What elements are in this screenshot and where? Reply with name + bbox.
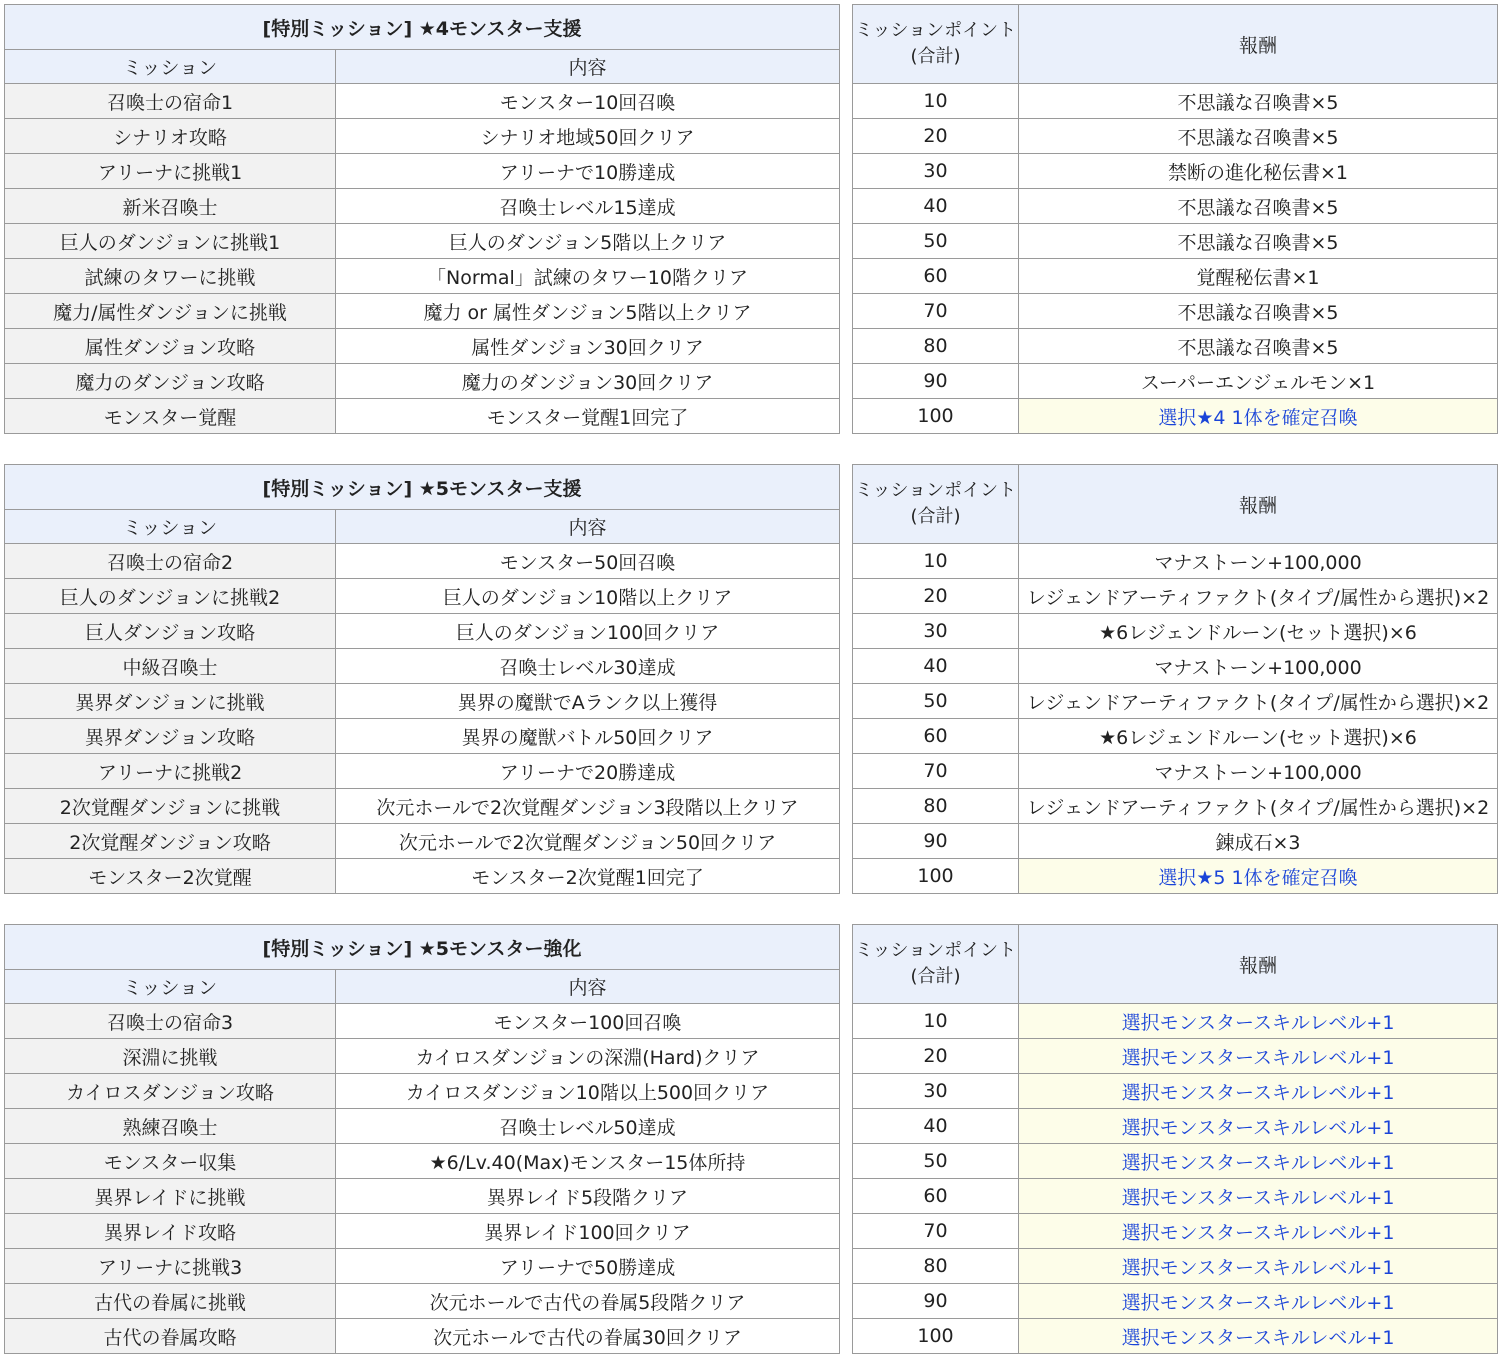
mission-content: 異界の魔獣でAランク以上獲得 <box>336 684 840 719</box>
table-row <box>853 259 1498 294</box>
table-row <box>853 544 1498 579</box>
reward-value: レジェンドアーティファクト(タイプ/属性から選択)×2 <box>1019 579 1498 614</box>
table-row <box>853 1249 1498 1284</box>
table-row <box>5 754 840 789</box>
mission-content: モンスター100回召喚 <box>336 1004 840 1039</box>
table-row <box>5 579 840 614</box>
table-row <box>853 1179 1498 1214</box>
mission-content: カイロスダンジョン10階以上500回クリア <box>336 1074 840 1109</box>
mission-name: 属性ダンジョン攻略 <box>5 329 336 364</box>
table-row <box>5 684 840 719</box>
column-header-content: 内容 <box>336 510 840 544</box>
mission-name: 異界ダンジョンに挑戦 <box>5 684 336 719</box>
mission-section <box>0 924 1500 1356</box>
points-header-line1: ミッションポイント <box>854 939 1017 961</box>
points-header-line2: (合計) <box>910 966 961 987</box>
column-header-reward: 報酬 <box>1019 465 1498 544</box>
reward-value: 選択モンスタースキルレベル+1 <box>1019 1319 1498 1354</box>
table-row <box>853 789 1498 824</box>
mission-content: アリーナで20勝達成 <box>336 754 840 789</box>
mission-name: シナリオ攻略 <box>5 119 336 154</box>
table-row <box>853 1074 1498 1109</box>
mission-content: 召喚士レベル15達成 <box>336 189 840 224</box>
table-row <box>853 399 1498 434</box>
reward-value: スーパーエンジェルモン×1 <box>1019 364 1498 399</box>
mission-name: 古代の眷属攻略 <box>5 1319 336 1354</box>
table-row <box>5 294 840 329</box>
mission-content: アリーナで10勝達成 <box>336 154 840 189</box>
table-row <box>5 329 840 364</box>
table-row <box>853 649 1498 684</box>
mission-points: 90 <box>853 824 1019 859</box>
table-row <box>5 364 840 399</box>
table-row <box>5 789 840 824</box>
mission-content: 魔力のダンジョン30回クリア <box>336 364 840 399</box>
table-row <box>853 154 1498 189</box>
mission-content: 次元ホールで2次覚醒ダンジョン3段階以上クリア <box>336 789 840 824</box>
mission-name: 巨人ダンジョン攻略 <box>5 614 336 649</box>
table-row <box>5 1249 840 1284</box>
column-header-mission: ミッション <box>5 970 336 1004</box>
mission-content: モンスター10回召喚 <box>336 84 840 119</box>
mission-content: モンスター50回召喚 <box>336 544 840 579</box>
mission-section <box>0 4 1500 436</box>
table-row <box>853 614 1498 649</box>
mission-content: ★6/Lv.40(Max)モンスター15体所持 <box>336 1144 840 1179</box>
reward-value: レジェンドアーティファクト(タイプ/属性から選択)×2 <box>1019 684 1498 719</box>
mission-points: 40 <box>853 649 1019 684</box>
reward-value: 選択モンスタースキルレベル+1 <box>1019 1074 1498 1109</box>
mission-content: 召喚士レベル50達成 <box>336 1109 840 1144</box>
reward-value: 選択モンスタースキルレベル+1 <box>1019 1144 1498 1179</box>
mission-points: 100 <box>853 1319 1019 1354</box>
mission-points: 70 <box>853 1214 1019 1249</box>
mission-name: 召喚士の宿命1 <box>5 84 336 119</box>
table-row <box>5 614 840 649</box>
column-header-mission: ミッション <box>5 510 336 544</box>
mission-content: アリーナで50勝達成 <box>336 1249 840 1284</box>
mission-content: 巨人のダンジョン100回クリア <box>336 614 840 649</box>
mission-content: 「Normal」試練のタワー10階クリア <box>336 259 840 294</box>
mission-content: カイロスダンジョンの深淵(Hard)クリア <box>336 1039 840 1074</box>
reward-value: 選択モンスタースキルレベル+1 <box>1019 1284 1498 1319</box>
mission-name: 深淵に挑戦 <box>5 1039 336 1074</box>
table-row <box>5 1179 840 1214</box>
reward-table <box>852 924 1498 1354</box>
mission-content: 次元ホールで古代の眷属5段階クリア <box>336 1284 840 1319</box>
mission-name: 試練のタワーに挑戦 <box>5 259 336 294</box>
section-title: [特別ミッション] ★4モンスター支援 <box>5 5 840 50</box>
column-header-points <box>853 465 1019 544</box>
table-row <box>853 1144 1498 1179</box>
table-row <box>853 1319 1498 1354</box>
table-row <box>853 189 1498 224</box>
reward-value: 覚醒秘伝書×1 <box>1019 259 1498 294</box>
mission-name: アリーナに挑戦2 <box>5 754 336 789</box>
mission-points: 20 <box>853 1039 1019 1074</box>
column-header-points <box>853 5 1019 84</box>
table-row <box>5 154 840 189</box>
reward-table <box>852 464 1498 894</box>
table-row <box>5 1039 840 1074</box>
table-row <box>5 1074 840 1109</box>
mission-name: 巨人のダンジョンに挑戦2 <box>5 579 336 614</box>
reward-value: レジェンドアーティファクト(タイプ/属性から選択)×2 <box>1019 789 1498 824</box>
points-header-line2: (合計) <box>910 506 961 527</box>
mission-points: 30 <box>853 154 1019 189</box>
column-header-mission: ミッション <box>5 50 336 84</box>
column-header-points <box>853 925 1019 1004</box>
mission-content: シナリオ地域50回クリア <box>336 119 840 154</box>
table-row <box>853 84 1498 119</box>
table-row <box>853 364 1498 399</box>
mission-name: 中級召喚士 <box>5 649 336 684</box>
section-title: [特別ミッション] ★5モンスター支援 <box>5 465 840 510</box>
table-row <box>853 1109 1498 1144</box>
points-header-line1: ミッションポイント <box>854 19 1017 41</box>
mission-content: 異界の魔獣バトル50回クリア <box>336 719 840 754</box>
mission-points: 50 <box>853 1144 1019 1179</box>
reward-value: 不思議な召喚書×5 <box>1019 84 1498 119</box>
mission-content: 巨人のダンジョン5階以上クリア <box>336 224 840 259</box>
mission-points: 70 <box>853 294 1019 329</box>
reward-value: 不思議な召喚書×5 <box>1019 329 1498 364</box>
table-row <box>5 649 840 684</box>
mission-name: 異界ダンジョン攻略 <box>5 719 336 754</box>
mission-content: 召喚士レベル30達成 <box>336 649 840 684</box>
mission-points: 90 <box>853 1284 1019 1319</box>
mission-section <box>0 464 1500 896</box>
table-row <box>5 1319 840 1354</box>
mission-points: 40 <box>853 189 1019 224</box>
reward-value: マナストーン+100,000 <box>1019 649 1498 684</box>
mission-name: アリーナに挑戦1 <box>5 154 336 189</box>
table-row <box>853 1284 1498 1319</box>
reward-value: 選択モンスタースキルレベル+1 <box>1019 1249 1498 1284</box>
table-row <box>853 754 1498 789</box>
column-header-reward: 報酬 <box>1019 925 1498 1004</box>
mission-points: 100 <box>853 859 1019 894</box>
mission-name: 古代の眷属に挑戦 <box>5 1284 336 1319</box>
mission-name: 2次覚醒ダンジョン攻略 <box>5 824 336 859</box>
mission-name: 熟練召喚士 <box>5 1109 336 1144</box>
mission-points: 20 <box>853 579 1019 614</box>
table-row <box>853 1004 1498 1039</box>
points-header-line2: (合計) <box>910 46 961 67</box>
mission-name: モンスター覚醒 <box>5 399 336 434</box>
mission-name: 異界レイドに挑戦 <box>5 1179 336 1214</box>
mission-name: 魔力/属性ダンジョンに挑戦 <box>5 294 336 329</box>
table-row <box>853 719 1498 754</box>
table-row <box>853 119 1498 154</box>
mission-name: カイロスダンジョン攻略 <box>5 1074 336 1109</box>
mission-points: 70 <box>853 754 1019 789</box>
mission-name: 魔力のダンジョン攻略 <box>5 364 336 399</box>
mission-content: 次元ホールで古代の眷属30回クリア <box>336 1319 840 1354</box>
mission-points: 80 <box>853 789 1019 824</box>
mission-name: 召喚士の宿命2 <box>5 544 336 579</box>
reward-value: 不思議な召喚書×5 <box>1019 189 1498 224</box>
mission-points: 50 <box>853 684 1019 719</box>
table-row <box>5 84 840 119</box>
mission-name: 召喚士の宿命3 <box>5 1004 336 1039</box>
mission-points: 10 <box>853 84 1019 119</box>
mission-content: 巨人のダンジョン10階以上クリア <box>336 579 840 614</box>
reward-value: 選択モンスタースキルレベル+1 <box>1019 1179 1498 1214</box>
mission-points: 60 <box>853 719 1019 754</box>
mission-name: モンスター収集 <box>5 1144 336 1179</box>
mission-points: 20 <box>853 119 1019 154</box>
reward-value: マナストーン+100,000 <box>1019 544 1498 579</box>
reward-value: 不思議な召喚書×5 <box>1019 119 1498 154</box>
mission-name: 異界レイド攻略 <box>5 1214 336 1249</box>
mission-name: アリーナに挑戦3 <box>5 1249 336 1284</box>
table-row <box>5 1109 840 1144</box>
mission-content: 異界レイド5段階クリア <box>336 1179 840 1214</box>
table-row <box>5 1004 840 1039</box>
mission-points: 10 <box>853 544 1019 579</box>
table-row <box>5 1144 840 1179</box>
table-row <box>853 824 1498 859</box>
table-row <box>5 399 840 434</box>
table-row <box>853 294 1498 329</box>
reward-value: 選択★5 1体を確定召喚 <box>1019 859 1498 894</box>
column-header-content: 内容 <box>336 970 840 1004</box>
mission-points: 40 <box>853 1109 1019 1144</box>
reward-value: 選択モンスタースキルレベル+1 <box>1019 1039 1498 1074</box>
table-row <box>5 824 840 859</box>
mission-table <box>4 924 840 1354</box>
table-row <box>853 684 1498 719</box>
table-row <box>5 719 840 754</box>
column-header-content: 内容 <box>336 50 840 84</box>
reward-value: 不思議な召喚書×5 <box>1019 224 1498 259</box>
table-row <box>5 1214 840 1249</box>
table-row <box>853 859 1498 894</box>
table-row <box>853 1214 1498 1249</box>
table-row <box>5 1284 840 1319</box>
mission-points: 80 <box>853 329 1019 364</box>
reward-value: マナストーン+100,000 <box>1019 754 1498 789</box>
table-row <box>853 329 1498 364</box>
mission-table <box>4 464 840 894</box>
table-row <box>5 859 840 894</box>
mission-points: 60 <box>853 1179 1019 1214</box>
reward-value: 禁断の進化秘伝書×1 <box>1019 154 1498 189</box>
mission-content: 属性ダンジョン30回クリア <box>336 329 840 364</box>
table-row <box>5 544 840 579</box>
mission-points: 100 <box>853 399 1019 434</box>
column-header-reward: 報酬 <box>1019 5 1498 84</box>
table-row <box>5 189 840 224</box>
reward-value: 選択モンスタースキルレベル+1 <box>1019 1004 1498 1039</box>
mission-table <box>4 4 840 434</box>
table-row <box>5 224 840 259</box>
mission-points: 10 <box>853 1004 1019 1039</box>
mission-name: 巨人のダンジョンに挑戦1 <box>5 224 336 259</box>
section-title: [特別ミッション] ★5モンスター強化 <box>5 925 840 970</box>
mission-name: 2次覚醒ダンジョンに挑戦 <box>5 789 336 824</box>
mission-points: 30 <box>853 614 1019 649</box>
mission-content: 異界レイド100回クリア <box>336 1214 840 1249</box>
table-row <box>5 119 840 154</box>
mission-name: モンスター2次覚醒 <box>5 859 336 894</box>
mission-content: 魔力 or 属性ダンジョン5階以上クリア <box>336 294 840 329</box>
table-row <box>853 579 1498 614</box>
reward-table <box>852 4 1498 434</box>
mission-points: 30 <box>853 1074 1019 1109</box>
table-row <box>853 1039 1498 1074</box>
mission-content: モンスター2次覚醒1回完了 <box>336 859 840 894</box>
reward-value: 錬成石×3 <box>1019 824 1498 859</box>
mission-content: 次元ホールで2次覚醒ダンジョン50回クリア <box>336 824 840 859</box>
mission-points: 80 <box>853 1249 1019 1284</box>
reward-value: 選択モンスタースキルレベル+1 <box>1019 1214 1498 1249</box>
table-row <box>5 259 840 294</box>
points-header-line1: ミッションポイント <box>854 479 1017 501</box>
table-row <box>853 224 1498 259</box>
reward-value: ★6レジェンドルーン(セット選択)×6 <box>1019 614 1498 649</box>
mission-content: モンスター覚醒1回完了 <box>336 399 840 434</box>
reward-value: ★6レジェンドルーン(セット選択)×6 <box>1019 719 1498 754</box>
mission-points: 50 <box>853 224 1019 259</box>
mission-name: 新米召喚士 <box>5 189 336 224</box>
reward-value: 選択モンスタースキルレベル+1 <box>1019 1109 1498 1144</box>
mission-points: 60 <box>853 259 1019 294</box>
reward-value: 不思議な召喚書×5 <box>1019 294 1498 329</box>
mission-points: 90 <box>853 364 1019 399</box>
reward-value: 選択★4 1体を確定召喚 <box>1019 399 1498 434</box>
